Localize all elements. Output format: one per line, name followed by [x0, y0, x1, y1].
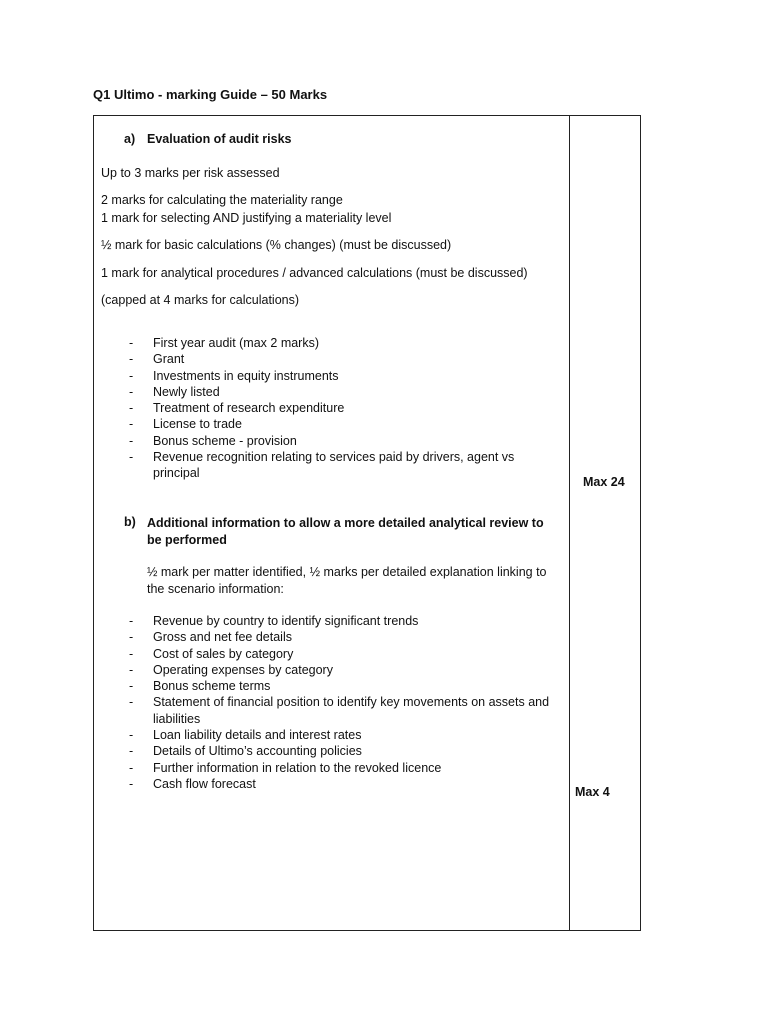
list-item [129, 694, 553, 727]
list-item-text: Revenue recognition relating to services paid by drivers, agent vs principal [153, 450, 515, 481]
section-b-letter: b) [124, 515, 136, 529]
list-item [129, 760, 553, 776]
list-item-text: Loan liability details and interest rates [153, 728, 362, 743]
section-a-line: 1 mark for selecting AND justifying a materiality level [101, 211, 392, 225]
list-item [129, 335, 553, 351]
bullet-dash: - [129, 744, 134, 759]
list-item [129, 416, 553, 432]
bullet-dash: - [129, 646, 134, 661]
bullet-dash: - [129, 384, 134, 399]
section-a-line: 1 mark for analytical procedures / advanced calculations (must be discussed) [101, 266, 528, 280]
section-b-bullet-list [129, 613, 553, 792]
list-item-text: Bonus scheme - provision [153, 433, 297, 448]
list-item-text: First year audit (max 2 marks) [153, 336, 320, 350]
list-item-text: Revenue by country to identify significant trends [153, 614, 419, 628]
bullet-dash: - [129, 401, 134, 416]
list-item-text: Cash flow forecast [153, 776, 256, 791]
list-item-text: Further information in relation to the revoked licence [153, 760, 442, 775]
list-item-text: Statement of financial position to identify key movements on assets and liabilities [153, 695, 550, 726]
document-title: Q1 Ultimo - marking Guide – 50 Marks [93, 87, 328, 102]
section-b-intro: ½ mark per matter identified, ½ marks per detailed explanation linking to the scenario information: [147, 565, 547, 596]
bullet-dash: - [129, 760, 134, 775]
list-item [129, 678, 553, 694]
list-item-text: License to trade [153, 417, 242, 432]
section-a-line: 2 marks for calculating the materiality range [101, 193, 343, 207]
bullet-dash: - [129, 368, 134, 383]
list-item [129, 368, 553, 384]
list-item [129, 662, 553, 678]
bullet-dash: - [129, 352, 134, 367]
bullet-dash: - [129, 679, 134, 694]
section-a-heading: Evaluation of audit risks [147, 132, 292, 146]
list-item [129, 384, 553, 400]
list-item [129, 613, 553, 629]
list-item-text: Gross and net fee details [153, 630, 292, 645]
bullet-dash: - [129, 630, 134, 645]
bullet-dash: - [129, 695, 134, 710]
list-item-text: Cost of sales by category [153, 646, 294, 661]
bullet-dash: - [129, 776, 134, 791]
list-item-text: Details of Ultimo’s accounting policies [153, 744, 362, 759]
list-item [129, 433, 553, 449]
list-item [129, 646, 553, 662]
section-a-line: ½ mark for basic calculations (% changes) (must be discussed) [101, 238, 452, 252]
list-item [129, 629, 553, 645]
section-b-max-marks: Max 4 [575, 785, 610, 799]
section-a-line: (capped at 4 marks for calculations) [101, 293, 300, 307]
section-a-max-marks: Max 24 [583, 475, 625, 489]
bullet-dash: - [129, 450, 134, 465]
list-item [129, 449, 553, 482]
bullet-dash: - [129, 417, 134, 432]
column-divider [569, 116, 570, 930]
list-item-text: Grant [153, 352, 185, 367]
section-b-heading: Additional information to allow a more detailed analytical review to be performed [147, 516, 544, 547]
bullet-dash: - [129, 662, 134, 677]
bullet-dash: - [129, 433, 134, 448]
list-item-text: Operating expenses by category [153, 662, 333, 677]
list-item [129, 351, 553, 367]
bullet-dash: - [129, 728, 134, 743]
section-a-line: Up to 3 marks per risk assessed [101, 166, 280, 180]
list-item [129, 743, 553, 759]
list-item [129, 400, 553, 416]
guide-content-cell [94, 116, 569, 930]
section-a-bullet-list [129, 335, 553, 482]
section-a-letter: a) [124, 132, 136, 146]
list-item-text: Bonus scheme terms [153, 679, 271, 694]
bullet-dash: - [129, 614, 134, 628]
list-item [129, 776, 553, 792]
marking-guide-table [93, 115, 641, 931]
list-item-text: Newly listed [153, 384, 220, 399]
list-item-text: Investments in equity instruments [153, 368, 339, 383]
list-item [129, 727, 553, 743]
bullet-dash: - [129, 336, 134, 350]
list-item-text: Treatment of research expenditure [153, 401, 345, 416]
